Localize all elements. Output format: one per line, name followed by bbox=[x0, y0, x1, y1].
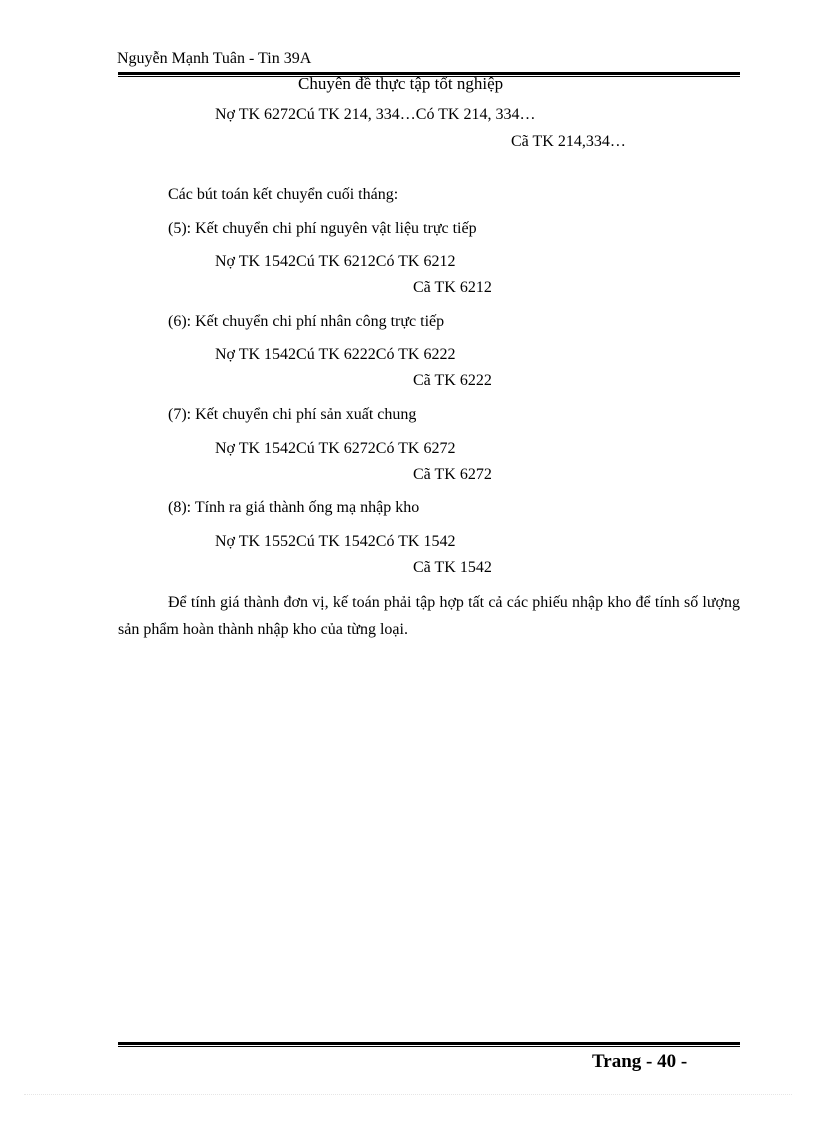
entry-credit-line: Cã TK 1542 bbox=[413, 559, 492, 576]
header-subtitle: Chuyên đề thực tập tốt nghiệp bbox=[298, 74, 504, 93]
entry-debit-line: Nợ TK 1542Cú TK 6212Có TK 6212 bbox=[215, 253, 456, 270]
page-number: Trang - 40 - bbox=[592, 1051, 688, 1072]
entry-credit-line: Cã TK 6222 bbox=[413, 372, 492, 389]
header-author: Nguyễn Mạnh Tuân - Tin 39A bbox=[117, 50, 312, 67]
entry-credit-line: Cã TK 214,334… bbox=[511, 133, 626, 150]
section-heading: Các bút toán kết chuyển cuối tháng: bbox=[168, 186, 399, 203]
step-heading: (6): Kết chuyển chi phí nhân công trực tiếp bbox=[168, 313, 445, 330]
header-rule bbox=[118, 72, 740, 77]
page-bottom-border bbox=[24, 1094, 792, 1095]
entry-debit-line: Nợ TK 1542Cú TK 6272Có TK 6272 bbox=[215, 440, 456, 457]
entry-credit-line: Cã TK 6272 bbox=[413, 466, 492, 483]
closing-paragraph: Để tính giá thành đơn vị, kế toán phải tập hợp tất cả các phiếu nhập kho để tính số lượng sản phẩm hoàn thành nhập kho của từng loại. bbox=[118, 594, 740, 638]
step-heading: (7): Kết chuyển chi phí sản xuất chung bbox=[168, 406, 417, 423]
step-heading: (8): Tính ra giá thành ống mạ nhập kho bbox=[168, 499, 420, 516]
footer-rule bbox=[118, 1042, 740, 1047]
entry-debit-line: Nợ TK 1552Cú TK 1542Có TK 1542 bbox=[215, 533, 456, 550]
step-heading: (5): Kết chuyển chi phí nguyên vật liệu trực tiếp bbox=[168, 220, 477, 237]
entry-debit-line: Nợ TK 6272Cú TK 214, 334…Có TK 214, 334… bbox=[215, 106, 536, 123]
entry-credit-line: Cã TK 6212 bbox=[413, 279, 492, 296]
entry-debit-line: Nợ TK 1542Cú TK 6222Có TK 6222 bbox=[215, 346, 456, 363]
